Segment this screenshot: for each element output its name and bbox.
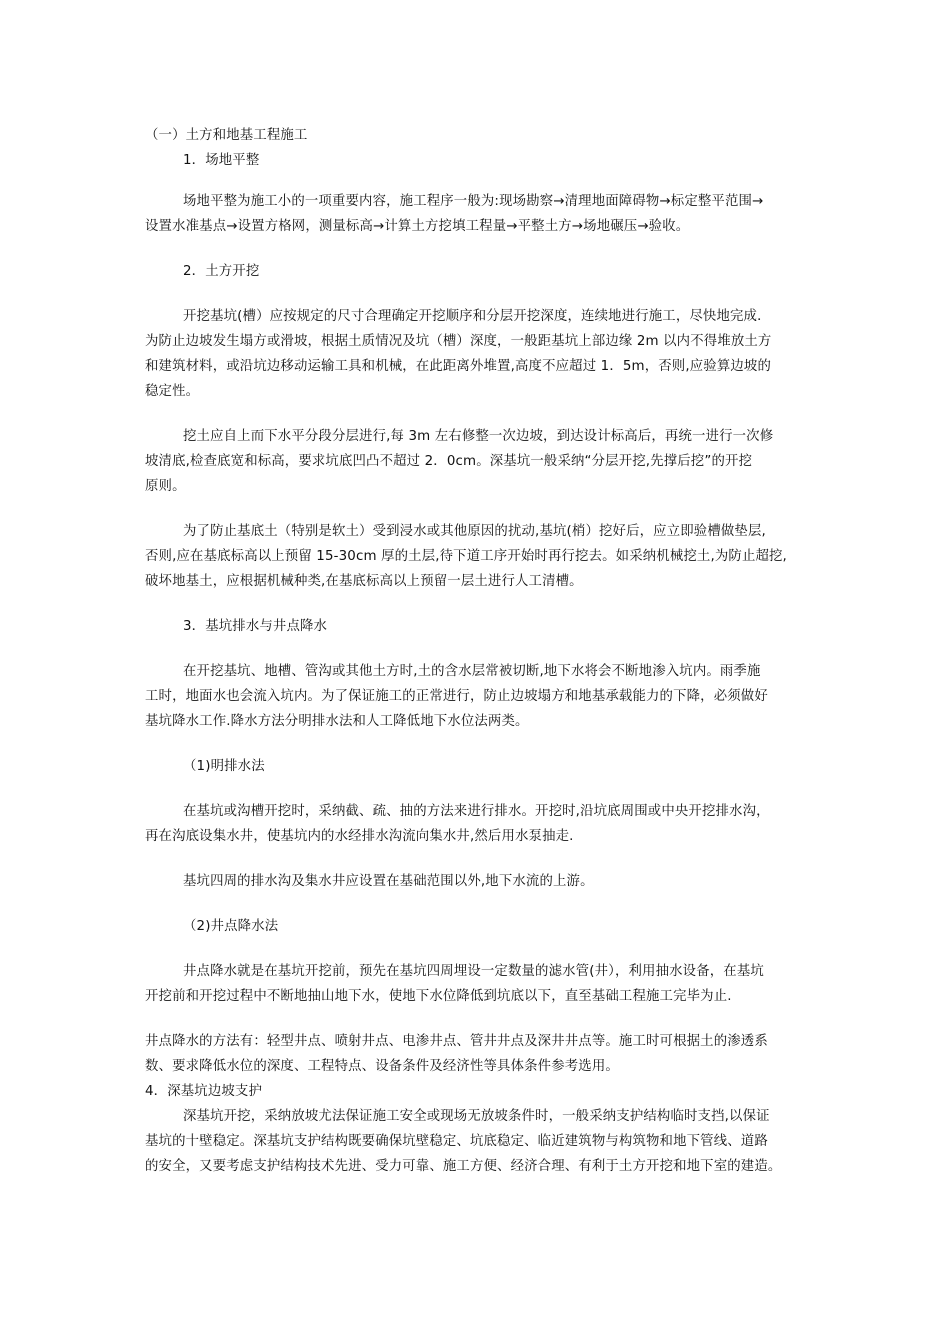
text-line: 为防止边坡发生塌方或滑坡，根据土质情况及坑（槽）深度，一般距基坑上部边缘 2m 以内不得堆放土方: [145, 334, 772, 349]
paragraph: [145, 1104, 813, 1179]
text-line: 破坏地基土，应根据机械种类,在基底标高以上预留一层土进行人工清槽。: [145, 574, 583, 589]
paragraph: [145, 799, 813, 849]
paragraph: [145, 424, 813, 499]
text-line: 开挖基坑(槽）应按规定的尺寸合理确定开挖顺序和分层开挖深度，连续地进行施工，尽快地完成．: [183, 309, 771, 324]
paragraph: [145, 519, 813, 594]
paragraph: [145, 869, 813, 894]
text-line: 基坑降水工作.降水方法分明排水法和人工降低地下水位法两类。: [145, 714, 529, 729]
heading-deep-pit-support: 4．深基坑边坡支护: [145, 1084, 262, 1099]
text-line: 在开挖基坑、地槽、管沟或其他土方时,土的含水层常被切断,地下水将会不断地渗入坑内。雨季施: [183, 664, 761, 679]
text-line: 井点降水的方法有：轻型井点、喷射井点、电渗井点、管井井点及深井井点等。施工时可根据土的渗透系: [145, 1034, 768, 1049]
text-line: 井点降水就是在基坑开挖前，预先在基坑四周埋设一定数量的滤水管(井），利用抽水设备，在基坑: [183, 964, 764, 979]
text-line: 工时，地面水也会流入坑内。为了保证施工的正常进行，防止边坡塌方和地基承载能力的下降，必须做好: [145, 689, 768, 704]
subheading-well-point: （2)井点降水法: [183, 919, 279, 934]
text-line: 和建筑材料，或沿坑边移动运输工具和机械，在此距离外堆置,高度不应超过 1．5m，否则,应验算边坡的: [145, 359, 771, 374]
text-line: 坡清底,检查底宽和标高，要求坑底凹凸不超过 2．0cm。深基坑一般采纳“分层开挖,先撑后挖”的开挖: [145, 454, 753, 469]
text-line: 稳定性。: [145, 384, 200, 399]
text-line: 原则。: [145, 479, 186, 494]
paragraph: [145, 1029, 813, 1079]
subheading-open-drainage: （1)明排水法: [183, 759, 265, 774]
text-line: 设置水准基点→设置方格网，测量标高→计算土方挖填工程量→平整土方→场地碾压→验收。: [145, 219, 690, 234]
paragraph: [145, 304, 813, 404]
heading-dewatering: 3．基坑排水与井点降水: [183, 619, 328, 634]
text-line: 基坑的十壁稳定。深基坑支护结构既要确保坑壁稳定、坑底稳定、临近建筑物与构筑物和地下管线、道路: [145, 1134, 768, 1149]
text-line: 为了防止基底土（特别是软土）受到浸水或其他原因的扰动,基坑(梢）挖好后，应立即验槽做垫层,: [183, 524, 766, 539]
text-line: 数、要求降低水位的深度、工程特点、设备条件及经济性等具体条件参考选用。: [145, 1059, 619, 1074]
paragraph: [145, 189, 813, 239]
text-line: 的安全，又要考虑支护结构技术先进、受力可靠、施工方便、经济合理、有利于土方开挖和地下室的建造。: [145, 1159, 782, 1174]
text-line: 挖土应自上而下水平分段分层进行,每 3m 左右修整一次边坡，到达设计标高后，再统一进行一次修: [183, 429, 774, 444]
text-line: 否则,应在基底标高以上预留 15-30cm 厚的土层,待下道工序开始时再行挖去。如采纳机械挖土,为防止超挖,: [145, 549, 787, 564]
document-body: [145, 123, 813, 1179]
text-line: 深基坑开挖，采纳放坡尤法保证施工安全或现场无放坡条件时，一般采纳支护结构临时支挡,以保证: [183, 1109, 770, 1124]
heading-site-leveling: 1．场地平整: [183, 153, 260, 168]
paragraph: [145, 659, 813, 734]
text-line: 场地平整为施工小的一项重要内容，施工程序一般为:现场勘察→清理地面障碍物→标定整平范围→: [183, 194, 764, 209]
text-line: 再在沟底设集水井，使基坑内的水经排水沟流向集水井,然后用水泵抽走.: [145, 829, 574, 844]
text-line: 基坑四周的排水沟及集水井应设置在基础范围以外,地下水流的上游。: [183, 874, 594, 889]
section-title: （一）土方和地基工程施工: [145, 128, 308, 143]
text-line: 开挖前和开挖过程中不断地抽山地下水，使地下水位降低到坑底以下，直至基础工程施工完毕为止.: [145, 989, 732, 1004]
paragraph: [145, 959, 813, 1009]
text-line: 在基坑或沟槽开挖时，采纳截、疏、抽的方法来进行排水。开挖时,沿坑底周围或中央开挖排水沟，: [183, 804, 770, 819]
heading-earth-excavation: 2．土方开挖: [183, 264, 260, 279]
